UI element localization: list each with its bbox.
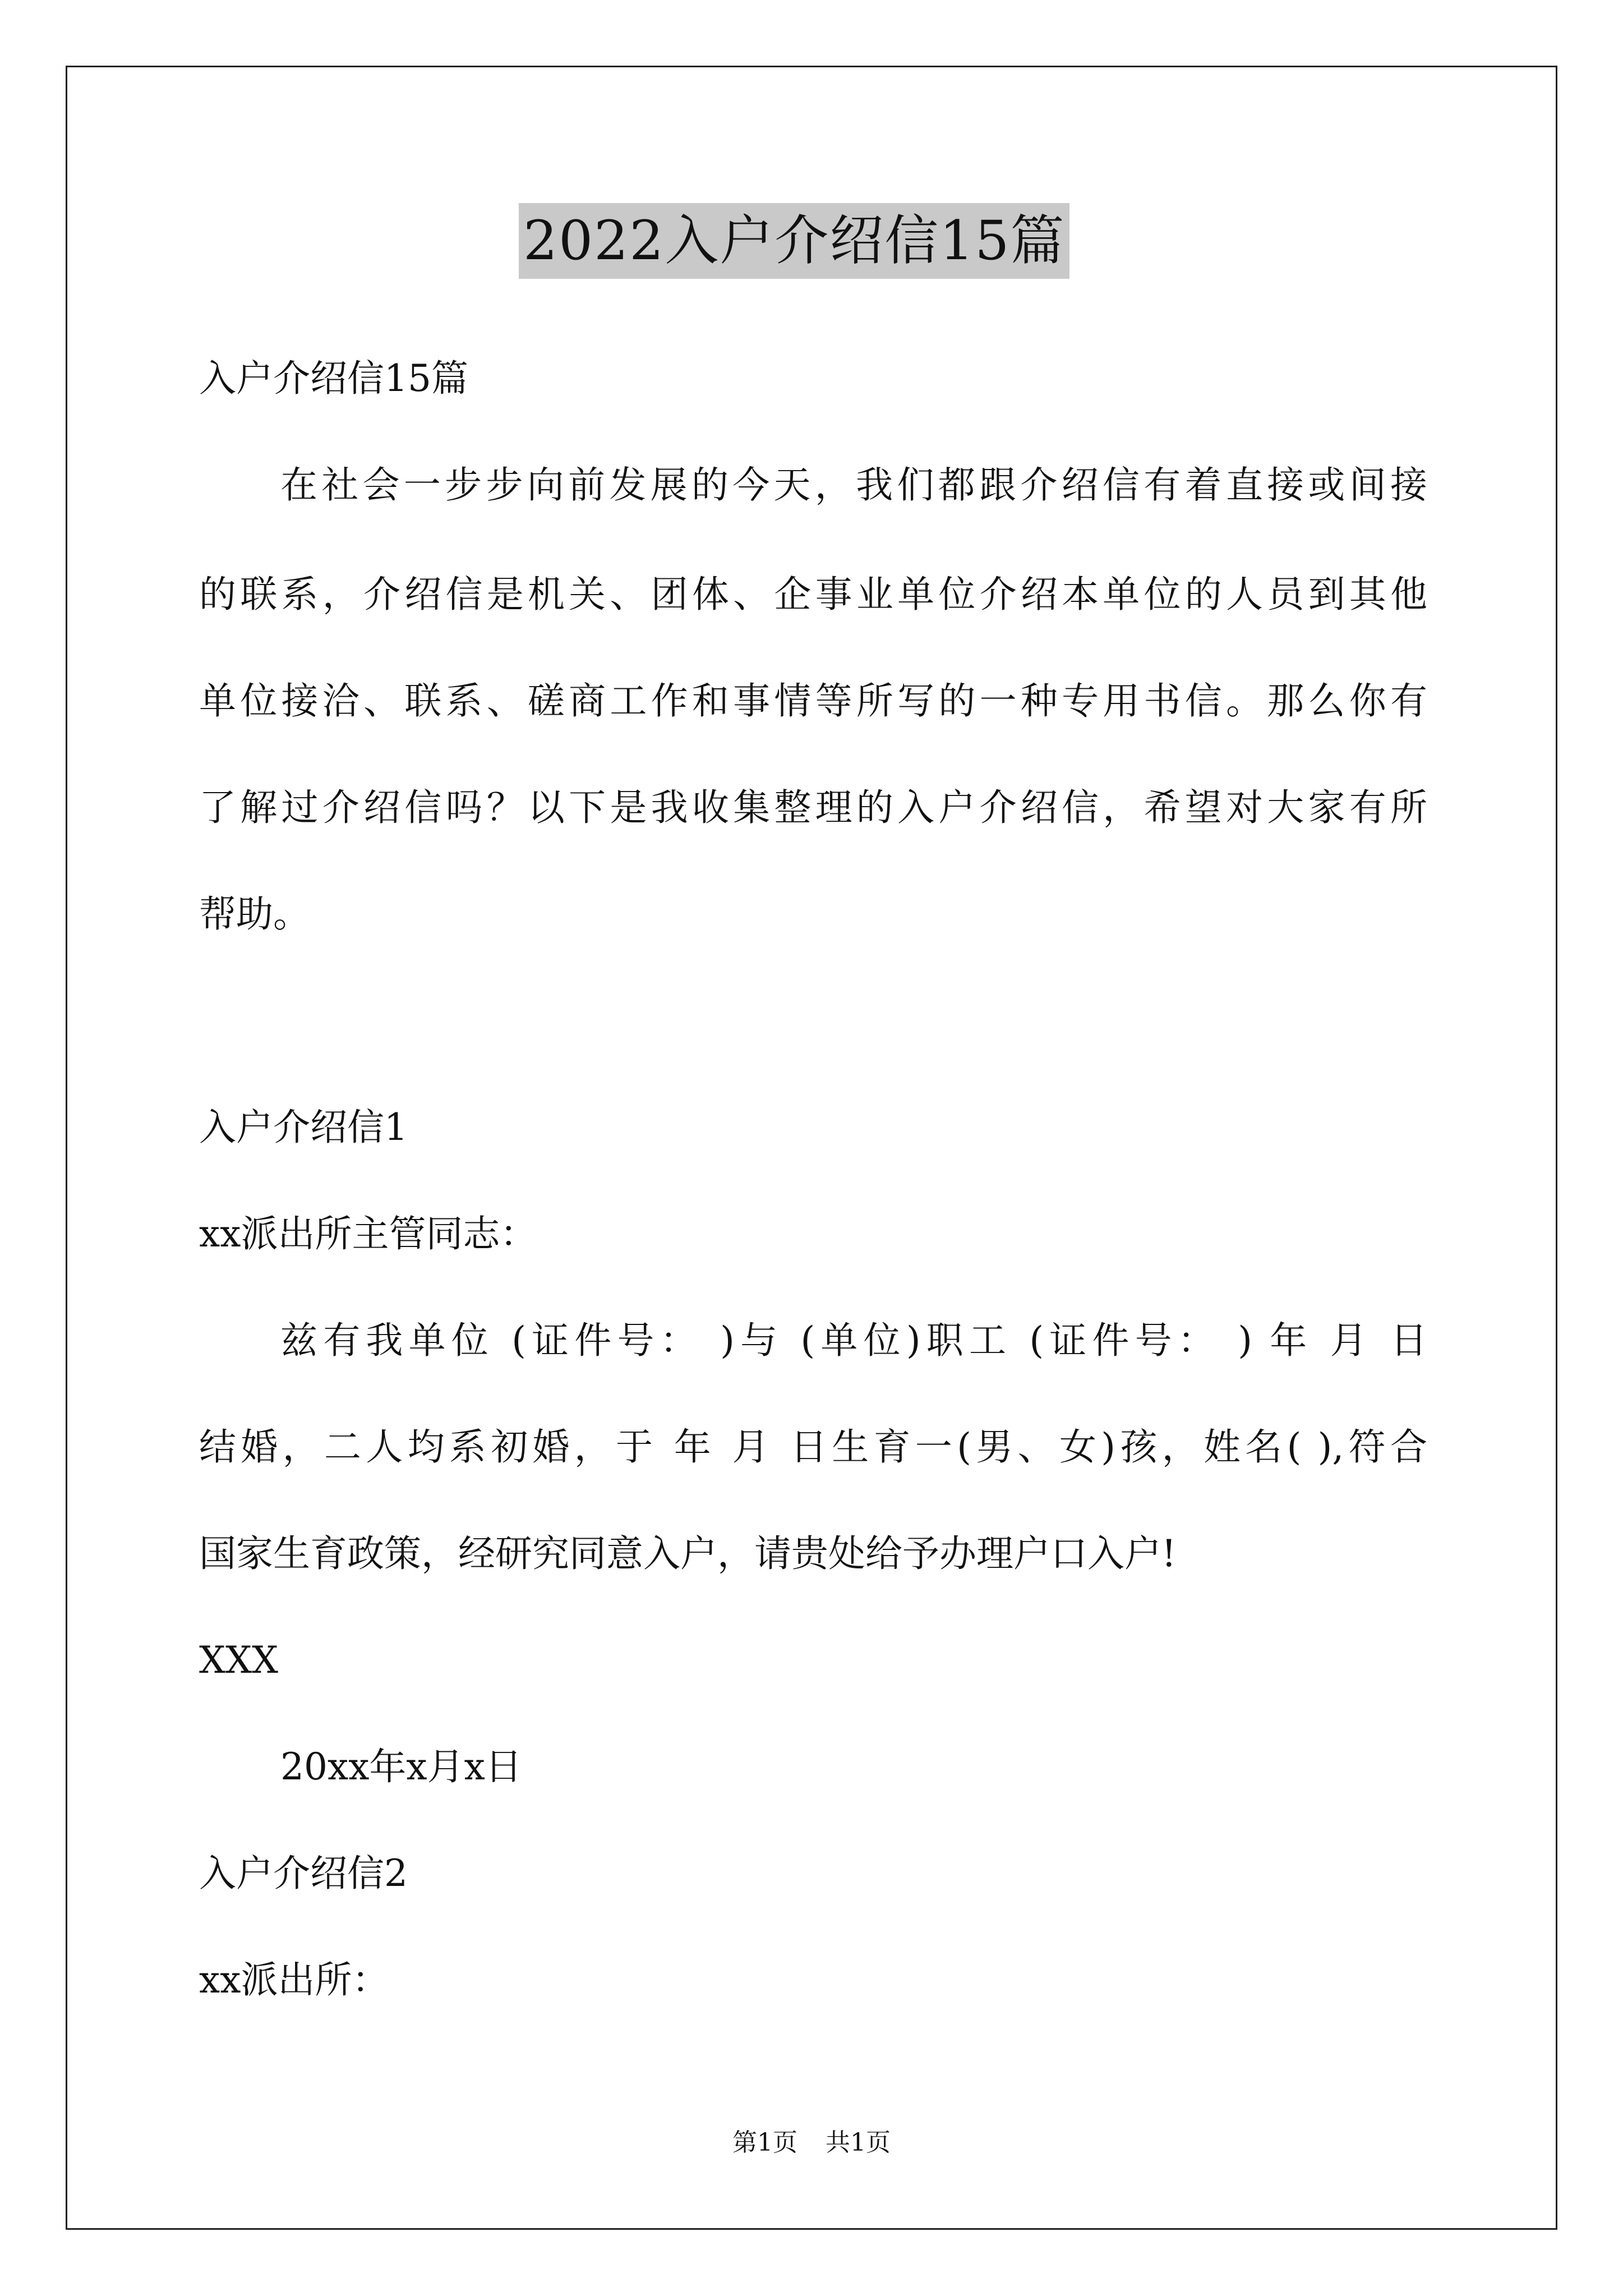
letter1-body-line-1: 兹有我单位 (证件号： )与 (单位)职工 (证件号： ) 年 月 日: [280, 1319, 1427, 1362]
intro-line-5: 帮助。: [199, 892, 310, 936]
letter1-heading: 入户介绍信1: [199, 1106, 408, 1149]
page-footer: [0, 2126, 1623, 2160]
letter1-body-line-2: 结婚，二人均系初婚，于 年 月 日生育一(男、女)孩，姓名( ),符合: [199, 1425, 1427, 1469]
intro-line-3: 单位接洽、联系、磋商工作和事情等所写的一种专用书信。那么你有: [199, 679, 1427, 723]
intro-line-2: 的联系，介绍信是机关、团体、企事业单位介绍本单位的人员到其他: [199, 573, 1427, 616]
letter1-body-line-3: 国家生育政策，经研究同意入户，请贵处给予办理户口入户!: [199, 1532, 1177, 1575]
letter1-salutation: xx派出所主管同志：: [199, 1212, 537, 1255]
letter2-salutation: xx派出所：: [199, 1958, 389, 2001]
page-total: 共1页: [826, 2128, 891, 2157]
document-subtitle: 入户介绍信15篇: [199, 357, 468, 400]
letter1-signature: XXX: [199, 1639, 278, 1682]
document-title: 2022入户介绍信15篇: [519, 203, 1069, 279]
letter2-heading: 入户介绍信2: [199, 1852, 408, 1895]
page-current: 第1页: [732, 2128, 797, 2157]
intro-line-1: 在社会一步步向前发展的今天，我们都跟介绍信有着直接或间接: [280, 463, 1427, 507]
intro-line-4: 了解过介绍信吗？以下是我收集整理的入户介绍信，希望对大家有所: [199, 786, 1427, 829]
letter1-date: 20xx年x月x日: [280, 1745, 522, 1788]
